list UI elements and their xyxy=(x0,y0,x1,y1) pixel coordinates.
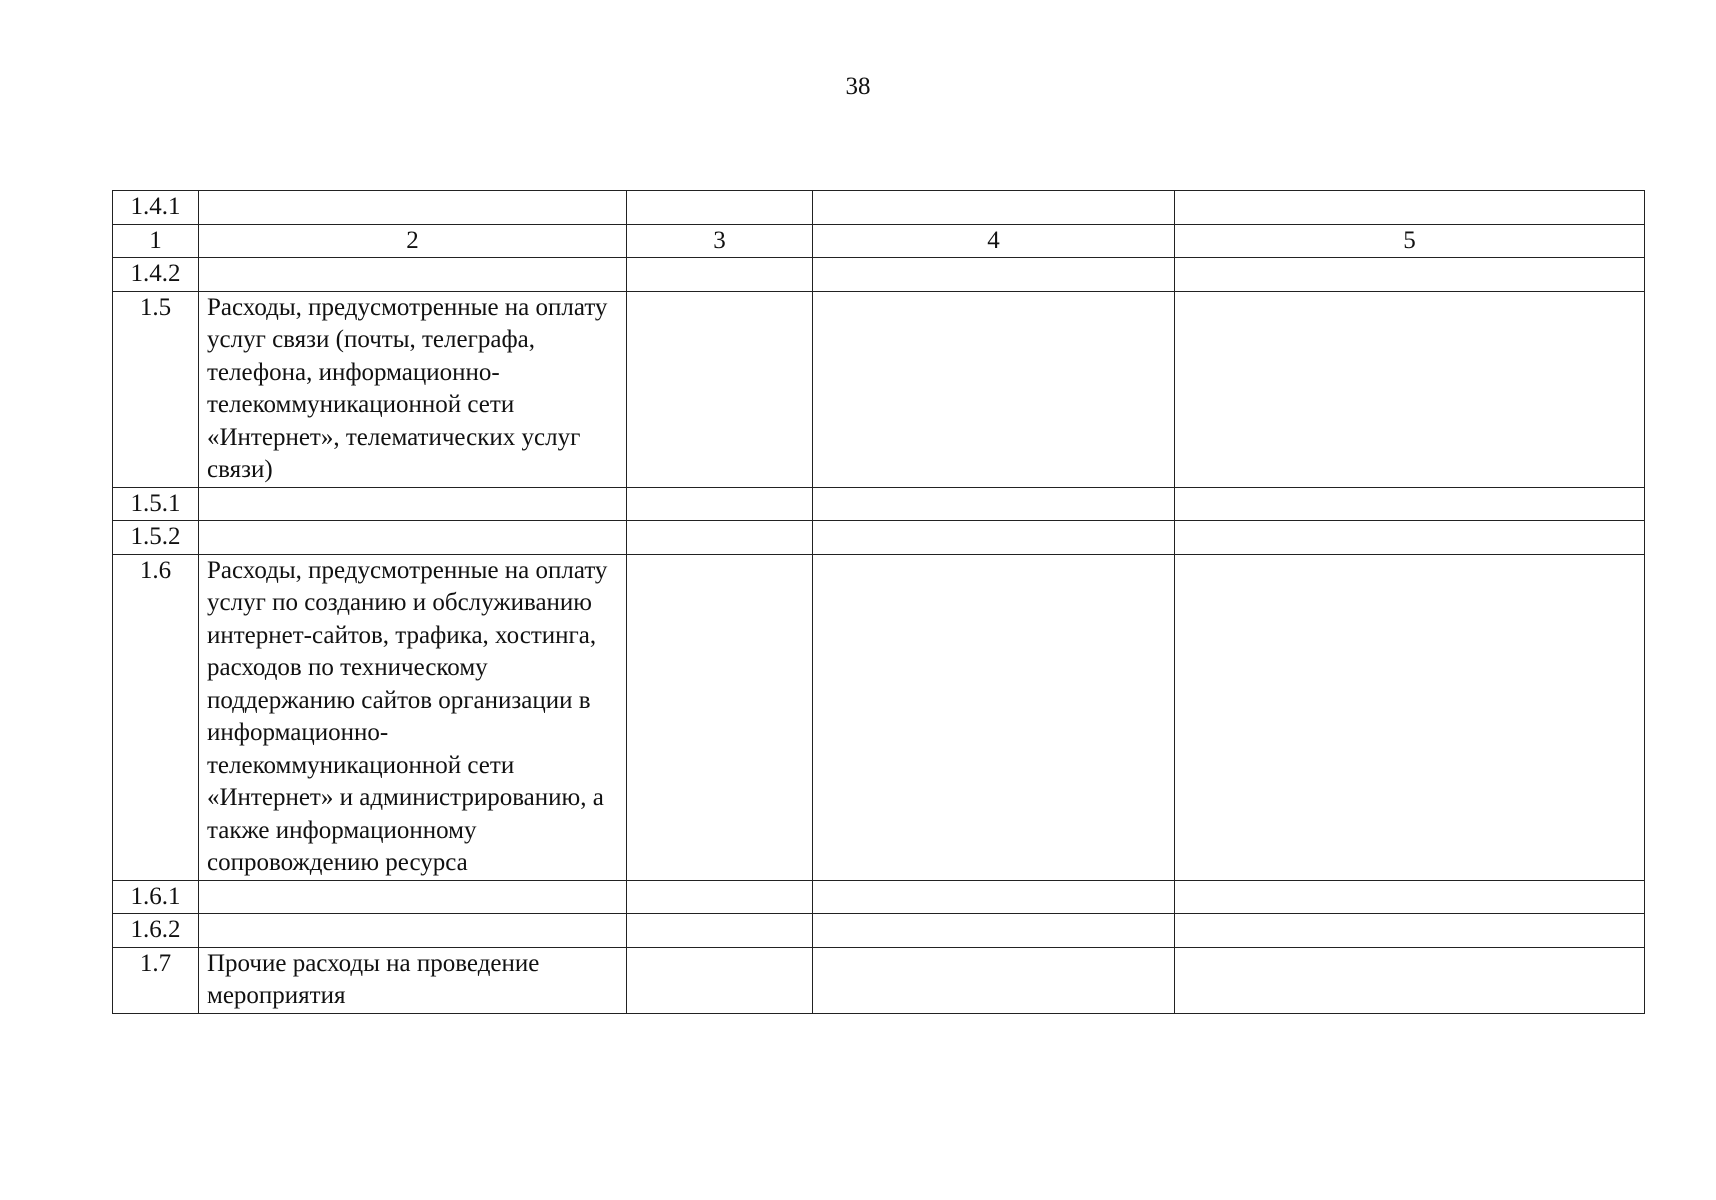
page-number: 38 xyxy=(845,73,871,100)
row-description xyxy=(199,258,627,292)
table-cell xyxy=(1175,554,1645,880)
table-cell xyxy=(627,191,813,225)
row-number: 1.5.1 xyxy=(113,487,199,521)
table-cell xyxy=(813,487,1175,521)
table-row-1-4-2 xyxy=(113,258,1645,292)
table-cell xyxy=(627,554,813,880)
table-cell xyxy=(1175,947,1645,1013)
table-cell xyxy=(627,880,813,914)
table-cell xyxy=(627,914,813,948)
table-cell xyxy=(813,947,1175,1013)
table-cell xyxy=(813,554,1175,880)
row-number: 1.6.1 xyxy=(113,880,199,914)
column-number: 2 xyxy=(199,224,627,258)
table-cell xyxy=(1175,914,1645,948)
table-cell xyxy=(627,521,813,555)
row-description xyxy=(199,521,627,555)
table-cell xyxy=(1175,191,1645,225)
table-row-column-numbers xyxy=(113,224,1645,258)
table-cell xyxy=(813,521,1175,555)
row-number: 1.4.1 xyxy=(113,191,199,225)
table-cell xyxy=(1175,291,1645,487)
table-row-1-6-1 xyxy=(113,880,1645,914)
column-number: 1 xyxy=(113,224,199,258)
column-number: 3 xyxy=(627,224,813,258)
row-description xyxy=(199,914,627,948)
table-cell xyxy=(1175,487,1645,521)
table-row-1-6-2 xyxy=(113,914,1645,948)
table-cell xyxy=(1175,521,1645,555)
table-cell xyxy=(813,291,1175,487)
expense-table xyxy=(112,190,1645,1014)
column-number: 4 xyxy=(813,224,1175,258)
row-number: 1.5 xyxy=(113,291,199,487)
table-cell xyxy=(627,258,813,292)
table-cell xyxy=(813,880,1175,914)
row-description: Прочие расходы на проведение мероприятия xyxy=(199,947,627,1013)
table-row-1-5-2 xyxy=(113,521,1645,555)
table-cell xyxy=(813,258,1175,292)
table-cell xyxy=(1175,258,1645,292)
table-cell xyxy=(627,947,813,1013)
row-description: Расходы, предусмотренные на оплату услуг по созданию и обслуживанию интернет-сайтов, трафика, хостинга, расходов по техническому поддержанию сайтов организации в информационно-телекоммуникационной сети «Интернет» и администрированию, а также информационному сопровождению ресурса xyxy=(199,554,627,880)
table-cell xyxy=(813,191,1175,225)
table-row-1-5-1 xyxy=(113,487,1645,521)
row-description: Расходы, предусмотренные на оплату услуг связи (почты, телеграфа, телефона, информационно-телекоммуникационной сети «Интернет», телематических услуг связи) xyxy=(199,291,627,487)
row-number: 1.4.2 xyxy=(113,258,199,292)
table-cell xyxy=(813,914,1175,948)
row-number: 1.6.2 xyxy=(113,914,199,948)
table-cell xyxy=(627,291,813,487)
table-row-1-4-1 xyxy=(113,191,1645,225)
table-cell xyxy=(627,487,813,521)
row-number: 1.5.2 xyxy=(113,521,199,555)
table-row-1-5 xyxy=(113,291,1645,487)
column-number: 5 xyxy=(1175,224,1645,258)
row-number: 1.7 xyxy=(113,947,199,1013)
table-row-1-7 xyxy=(113,947,1645,1013)
row-description xyxy=(199,880,627,914)
row-description xyxy=(199,487,627,521)
table-row-1-6 xyxy=(113,554,1645,880)
row-description xyxy=(199,191,627,225)
table-cell xyxy=(1175,880,1645,914)
row-number: 1.6 xyxy=(113,554,199,880)
